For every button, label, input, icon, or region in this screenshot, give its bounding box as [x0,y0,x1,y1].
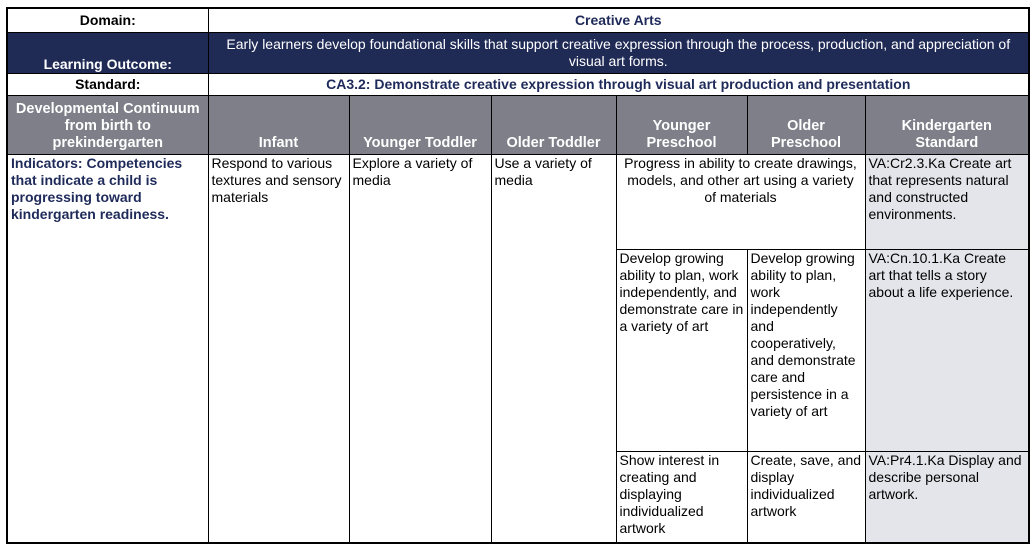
header-younger-preschool: Younger Preschool [616,95,747,154]
standard-label: Standard: [7,73,208,95]
header-older-toddler: Older Toddler [491,95,616,154]
infant-cell: Respond to various textures and sensory materials [208,154,349,543]
younger-preschool-cell: Show interest in creating and displaying individualized artwork [616,451,747,543]
standards-table [6,7,1030,544]
header-younger-toddler: Younger Toddler [349,95,491,154]
older-toddler-cell: Use a variety of media [491,154,616,543]
kindergarten-cell: VA:Pr4.1.Ka Display and describe personal artwork. [865,451,1029,543]
indicators-label: Indicators: Competencies that indicate a child is progressing toward kindergarten readiness. [7,154,208,543]
learning-outcome-label: Learning Outcome: [7,32,208,73]
learning-outcome-value: Early learners develop foundational skills that support creative expression through the process, production, and appreciation of visual art forms. [208,32,1029,73]
header-kindergarten: Kindergarten Standard [865,95,1029,154]
older-preschool-cell: Develop growing ability to plan, work independently and cooperatively, and demonstrate care and persistence in a variety of art [747,249,865,451]
younger-preschool-cell: Develop growing ability to plan, work independently, and demonstrate care in a variety of art [616,249,747,451]
standard-value: CA3.2: Demonstrate creative expression through visual art production and presentation [208,73,1029,95]
older-preschool-cell: Create, save, and display individualized artwork [747,451,865,543]
standards-table-wrapper [6,7,1030,544]
header-older-preschool: Older Preschool [747,95,865,154]
learning-outcome-row [7,32,1029,73]
header-continuum: Developmental Continuum from birth to prekindergarten [7,95,208,154]
header-infant: Infant [208,95,349,154]
column-header-row [7,95,1029,154]
domain-row [7,8,1029,32]
kindergarten-cell: VA:Cr2.3.Ka Create art that represents natural and constructed environments. [865,154,1029,249]
domain-label: Domain: [7,8,208,32]
preschool-merged-cell: Progress in ability to create drawings, models, and other art using a variety of materials [616,154,865,249]
domain-value: Creative Arts [208,8,1029,32]
younger-toddler-cell: Explore a variety of media [349,154,491,543]
table-row [7,154,1029,249]
kindergarten-cell: VA:Cn.10.1.Ka Create art that tells a story about a life experience. [865,249,1029,451]
standard-row [7,73,1029,95]
